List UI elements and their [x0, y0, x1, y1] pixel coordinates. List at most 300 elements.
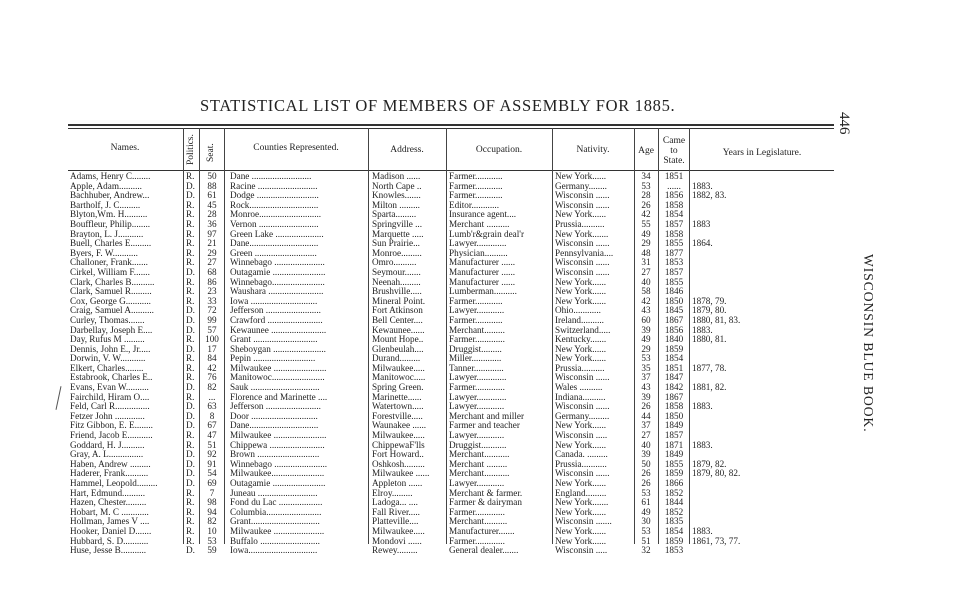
member-politics: R.: [186, 210, 195, 220]
member-came-to-state: 1853: [664, 546, 684, 556]
member-came-to-state: 1850: [664, 296, 684, 306]
member-occupation: Lawyer............: [449, 479, 505, 488]
member-politics: R.: [186, 363, 195, 373]
table-row: [0, 441, 953, 451]
member-county: Grant ............................: [230, 335, 318, 345]
member-address: Glenbeulah....: [372, 344, 424, 354]
member-name: Curley, Thomas.......: [70, 315, 145, 325]
member-seat: 67: [207, 421, 217, 431]
member-seat: 63: [207, 402, 217, 412]
member-politics: R.: [186, 431, 195, 441]
member-age: 53: [641, 526, 651, 536]
member-nativity: Prussia..........: [555, 363, 605, 373]
member-years-in-legislature: 1879, 80.: [692, 306, 727, 316]
member-occupation: Druggist...........: [449, 440, 507, 450]
member-occupation: Insurance agent....: [449, 210, 517, 220]
member-nativity: Wisconsin ......: [555, 258, 610, 268]
member-name: Dennis, John E., Jr.....: [70, 344, 151, 354]
member-came-to-state: 1859: [664, 469, 684, 479]
member-seat: 91: [207, 459, 217, 469]
member-nativity: New York......: [555, 172, 607, 181]
member-county: Crawford ........................: [230, 315, 323, 325]
header-years: Years in Legislature.: [722, 148, 802, 158]
member-age: 43: [641, 306, 651, 316]
table-row: [0, 316, 953, 326]
member-name: Hart, Edmund..........: [70, 488, 146, 498]
table-row: [0, 249, 953, 259]
member-came-to-state: 1835: [664, 517, 684, 527]
member-age: 42: [641, 210, 651, 220]
member-years-in-legislature: 1879, 80, 82.: [692, 469, 741, 479]
member-nativity: Wisconsin .......: [555, 517, 612, 527]
member-county: Door .............................: [230, 411, 318, 421]
member-came-to-state: 1858: [664, 200, 684, 210]
member-county: Brown ...........................: [230, 450, 320, 460]
member-nativity: Wisconsin ......: [555, 191, 610, 201]
member-nativity: Switzerland.....: [555, 325, 611, 335]
member-politics: D.: [186, 325, 195, 335]
running-title: WISCONSIN BLUE BOOK.: [861, 254, 876, 433]
member-county: Milwaukee .......................: [230, 431, 327, 441]
member-address: Marinette......: [372, 392, 422, 402]
member-occupation: Lawyer............: [449, 431, 505, 441]
member-came-to-state: 1857: [664, 267, 684, 277]
member-address: Fort Howard..: [372, 450, 424, 460]
member-address: Fall River.....: [372, 507, 420, 517]
member-address: North Cape ..: [372, 181, 422, 191]
member-seat: 59: [207, 546, 217, 556]
member-name: Hazen, Chester.........: [70, 498, 147, 508]
member-came-to-state: 1855: [664, 277, 684, 287]
member-county: Winnebago .......................: [230, 459, 328, 469]
member-nativity: New York......: [555, 296, 607, 306]
table-row: [0, 450, 953, 460]
page-number: 446: [836, 112, 852, 135]
table-row: [0, 364, 953, 374]
member-came-to-state: 1857: [664, 431, 684, 441]
member-occupation: Farmer............: [449, 191, 503, 201]
table-row: [0, 220, 953, 230]
header-seat: Seat.: [206, 143, 216, 162]
member-nativity: New York......: [555, 536, 607, 546]
member-politics: R.: [186, 239, 195, 249]
member-address: Milwaukee.....: [372, 363, 425, 373]
member-age: 27: [641, 267, 651, 277]
member-county: Fond du Lac ...................: [230, 498, 323, 508]
member-name: Fairchild, Hiram O....: [70, 392, 150, 402]
member-county: Outagamie .......................: [230, 479, 326, 488]
member-occupation: Tanner.............: [449, 363, 504, 373]
member-age: 58: [641, 287, 651, 297]
member-name: Haben, Andrew .........: [70, 459, 151, 469]
member-age: 55: [641, 219, 651, 229]
member-came-to-state: 1846: [664, 287, 684, 297]
table-row: [0, 182, 953, 192]
member-age: 37: [641, 421, 651, 431]
member-name: Clark, Samuel R.........: [70, 287, 152, 297]
member-occupation: Merchant...........: [449, 469, 510, 479]
member-years-in-legislature: 1880, 81.: [692, 335, 727, 345]
member-occupation: Manufacturer ......: [449, 277, 516, 287]
member-occupation: Farmer............: [449, 172, 503, 181]
member-name: Fetzer John .............: [70, 411, 145, 421]
member-politics: R.: [186, 258, 195, 268]
member-name: Bouffleur, Philip........: [70, 219, 151, 229]
member-nativity: New York......: [555, 507, 607, 517]
member-rows: [0, 172, 953, 556]
table-row: [0, 383, 953, 393]
member-seat: 57: [207, 325, 217, 335]
member-years-in-legislature: 1883.: [692, 325, 713, 335]
member-occupation: Merchant.........: [449, 325, 505, 335]
member-politics: D.: [186, 546, 195, 556]
member-address: Ladoga... ....: [372, 498, 418, 508]
table-row: [0, 354, 953, 364]
member-address: Spring Green.: [372, 383, 424, 393]
member-came-to-state: 1858: [664, 229, 684, 239]
member-age: 30: [641, 517, 651, 527]
member-came-to-state: 1849: [664, 421, 684, 431]
member-seat: 72: [207, 306, 217, 316]
member-came-to-state: 1849: [664, 450, 684, 460]
table-row: [0, 335, 953, 345]
member-address: Kewaunee......: [372, 325, 425, 335]
member-age: 32: [641, 546, 651, 556]
member-seat: 28: [207, 210, 217, 220]
member-politics: R.: [186, 488, 195, 498]
member-address: Appleton ......: [372, 479, 423, 488]
member-address: Springville ...: [372, 219, 423, 229]
member-politics: R.: [186, 229, 195, 239]
member-address: Milwaukee.....: [372, 526, 425, 536]
member-age: 34: [641, 172, 651, 181]
member-county: Florence and Marinette ....: [230, 392, 328, 402]
member-seat: 33: [207, 296, 217, 306]
member-politics: D.: [186, 306, 195, 316]
member-county: Sheboygan .......................: [230, 344, 326, 354]
member-politics: R.: [186, 526, 195, 536]
member-seat: 47: [207, 431, 217, 441]
member-politics: R.: [186, 517, 195, 527]
member-name: Feld, Carl R...............: [70, 402, 150, 412]
member-politics: R.: [186, 373, 195, 383]
member-name: Apple, Adam..........: [70, 181, 142, 191]
member-years-in-legislature: 1883.: [692, 181, 713, 191]
table-row: [0, 287, 953, 297]
member-years-in-legislature: 1883.: [692, 526, 713, 536]
member-age: 60: [641, 315, 651, 325]
member-county: Columbia........................: [230, 507, 322, 517]
member-address: Brushville.....: [372, 287, 422, 297]
table-row: [0, 345, 953, 355]
member-nativity: Wisconsin ......: [555, 239, 610, 249]
member-age: 40: [641, 440, 651, 450]
member-nativity: New York......: [555, 479, 607, 488]
member-county: Kewaunee ........................: [230, 325, 327, 335]
header-names: Names.: [110, 143, 140, 153]
member-politics: D.: [186, 383, 195, 393]
member-age: 26: [641, 469, 651, 479]
member-occupation: Lumberman..........: [449, 287, 517, 297]
member-address: Oshkosh.........: [372, 459, 425, 469]
member-seat: 50: [207, 172, 217, 181]
member-age: 26: [641, 200, 651, 210]
table-row: [0, 258, 953, 268]
table-row: [0, 479, 953, 489]
member-name: Clark, Charles B..........: [70, 277, 155, 287]
member-age: 51: [641, 536, 651, 546]
member-nativity: Wisconsin ......: [555, 373, 610, 383]
member-seat: 98: [207, 498, 217, 508]
member-came-to-state: 1867: [664, 392, 684, 402]
member-county: Milwaukee ......................: [230, 526, 325, 536]
table-row: [0, 297, 953, 307]
table-row: [0, 172, 953, 182]
header-nativity: Nativity.: [576, 145, 610, 155]
member-seat: 97: [207, 229, 217, 239]
member-nativity: New York......: [555, 344, 607, 354]
member-name: Cirkel, William F.......: [70, 267, 150, 277]
member-age: 29: [641, 344, 651, 354]
member-name: Haderer, Frank..........: [70, 469, 149, 479]
member-seat: 94: [207, 507, 217, 517]
member-address: Elroy.........: [372, 488, 413, 498]
member-county: Green ...........................: [230, 248, 317, 258]
member-came-to-state: 1859: [664, 536, 684, 546]
member-age: 39: [641, 392, 651, 402]
member-came-to-state: 1842: [664, 383, 684, 393]
member-name: Friend, Jacob E...........: [70, 431, 153, 441]
member-seat: 51: [207, 440, 217, 450]
member-age: 31: [641, 258, 651, 268]
member-name: Estabrook, Charles E..: [70, 373, 153, 383]
member-came-to-state: 1853: [664, 258, 684, 268]
member-politics: R.: [186, 440, 195, 450]
table-row: [0, 191, 953, 201]
member-came-to-state: 1866: [664, 479, 684, 488]
member-age: 49: [641, 335, 651, 345]
member-politics: R.: [186, 335, 195, 345]
member-came-to-state: 1845: [664, 306, 684, 316]
member-name: Craig, Samuel A..........: [70, 306, 154, 316]
member-years-in-legislature: 1882, 83.: [692, 191, 727, 201]
member-seat: 45: [207, 200, 217, 210]
member-age: 29: [641, 239, 651, 249]
member-seat: 69: [207, 479, 217, 488]
member-county: Pepin ...........................: [230, 354, 316, 364]
member-seat: 61: [207, 191, 217, 201]
member-politics: R.: [186, 392, 195, 402]
member-came-to-state: 1857: [664, 219, 684, 229]
member-address: Durand.........: [372, 354, 421, 364]
member-politics: R.: [186, 498, 195, 508]
member-name: Challoner, Frank.......: [70, 258, 148, 268]
member-age: 27: [641, 431, 651, 441]
member-address: Milton .........: [372, 200, 420, 210]
member-nativity: Wisconsin ......: [555, 267, 610, 277]
member-seat: 53: [207, 536, 217, 546]
member-politics: R.: [186, 172, 195, 181]
member-age: 40: [641, 277, 651, 287]
member-came-to-state: 1877: [664, 248, 684, 258]
member-nativity: Kentucky.......: [555, 335, 607, 345]
member-address: Rewey.........: [372, 546, 418, 556]
member-address: Omro..........: [372, 258, 417, 268]
table-row: [0, 527, 953, 537]
member-came-to-state: 1856: [664, 191, 684, 201]
member-name: Bartholf, J. C.........: [70, 200, 141, 210]
member-politics: D.: [186, 411, 195, 421]
member-county: Dane..............................: [230, 239, 319, 249]
member-name: Brayton, L. J...........: [70, 229, 144, 239]
member-name: Fitz Gibbon, E. E........: [70, 421, 153, 431]
table-row: [0, 508, 953, 518]
table-row: [0, 230, 953, 240]
member-occupation: Merchant...........: [449, 450, 510, 460]
header-came-line2: to: [670, 146, 678, 156]
header-came-line3: State.: [663, 156, 685, 166]
member-seat: 86: [207, 277, 217, 287]
member-name: Cox, George G...........: [70, 296, 151, 306]
member-address: Sun Prairie...: [372, 239, 420, 249]
member-seat: 82: [207, 517, 217, 527]
header-counties: Counties Represented.: [253, 143, 339, 153]
member-occupation: Farmer.............: [449, 507, 505, 517]
member-occupation: Manufacturer ......: [449, 258, 516, 268]
member-years-in-legislature: 1877, 78.: [692, 363, 727, 373]
table-row: [0, 306, 953, 316]
member-seat: 68: [207, 267, 217, 277]
member-seat: 8: [209, 411, 215, 421]
member-nativity: New York......: [555, 440, 607, 450]
member-politics: D.: [186, 267, 195, 277]
member-age: 53: [641, 181, 651, 191]
table-row: [0, 201, 953, 211]
member-occupation: Manufacturer.......: [449, 526, 515, 536]
member-address: Neenah.........: [372, 277, 421, 287]
member-county: Juneau ..........................: [230, 488, 318, 498]
member-name: Dorwin, V. W...........: [70, 354, 146, 364]
member-name: Day, Rufus M .........: [70, 335, 145, 345]
member-nativity: New York......: [555, 421, 607, 431]
member-name: Blyton,Wm. H..........: [70, 210, 148, 220]
member-nativity: Germany........: [555, 181, 607, 191]
member-age: 61: [641, 498, 651, 508]
member-name: Byers, F. W...........: [70, 248, 138, 258]
table-row: [0, 460, 953, 470]
member-county: Winnebago ......................: [230, 258, 325, 268]
member-age: 42: [641, 296, 651, 306]
member-age: 26: [641, 479, 651, 488]
header-came: [659, 136, 689, 166]
member-nativity: New York......: [555, 354, 607, 364]
member-address: Bell Center....: [372, 315, 423, 325]
member-came-to-state: 1840: [664, 335, 684, 345]
member-address: Platteville....: [372, 517, 419, 527]
member-years-in-legislature: 1878, 79.: [692, 296, 727, 306]
member-nativity: Indiana..........: [555, 392, 606, 402]
member-occupation: Lawyer.............: [449, 239, 507, 249]
table-row: [0, 489, 953, 499]
member-politics: R.: [186, 287, 195, 297]
member-occupation: Lawyer............: [449, 306, 505, 316]
member-came-to-state: 1859: [664, 344, 684, 354]
member-occupation: Farmer............: [449, 296, 503, 306]
member-occupation: Farmer and teacher: [449, 421, 520, 431]
table-row: [0, 239, 953, 249]
member-occupation: Farmer............: [449, 181, 503, 191]
member-address: Watertown.....: [372, 402, 424, 412]
member-county: Jefferson ........................: [230, 402, 321, 412]
member-age: 39: [641, 325, 651, 335]
member-occupation: Physician..........: [449, 248, 508, 258]
member-came-to-state: 1855: [664, 239, 684, 249]
member-seat: 84: [207, 354, 217, 364]
member-seat: 21: [207, 239, 217, 249]
table-row: [0, 421, 953, 431]
member-came-to-state: 1851: [664, 172, 684, 181]
header-came-line1: Came: [662, 136, 686, 146]
member-name: Hooker, Daniel D.......: [70, 526, 152, 536]
member-occupation: Lawyer............: [449, 402, 505, 412]
member-occupation: Editor............: [449, 200, 500, 210]
member-name: Bachhuber, Andrew...: [70, 191, 150, 201]
member-age: 39: [641, 450, 651, 460]
member-nativity: Wisconsin .....: [555, 431, 608, 441]
member-age: 49: [641, 229, 651, 239]
member-county: Grant..............................: [230, 517, 320, 527]
table-row: [0, 546, 953, 556]
member-came-to-state: 1847: [664, 373, 684, 383]
member-county: Green Lake .....................: [230, 229, 324, 239]
member-politics: D.: [186, 469, 195, 479]
member-county: Dodge ...........................: [230, 191, 319, 201]
member-occupation: Merchant and miller: [449, 411, 525, 421]
header-age: Age: [638, 146, 654, 156]
member-nativity: Wisconsin ......: [555, 469, 610, 479]
member-seat: 54: [207, 469, 217, 479]
member-politics: R.: [186, 200, 195, 210]
member-came-to-state: 1854: [664, 210, 684, 220]
member-seat: 36: [207, 219, 217, 229]
member-seat: 82: [207, 383, 217, 393]
header-politics: Politics.: [186, 134, 196, 165]
member-county: Iowa .............................: [230, 296, 318, 306]
member-came-to-state: 1844: [664, 498, 684, 508]
table-row: [0, 517, 953, 527]
member-came-to-state: 1858: [664, 402, 684, 412]
member-years-in-legislature: 1861, 73, 77.: [692, 536, 741, 546]
member-county: Vernon ..........................: [230, 219, 319, 229]
member-county: Buffalo ..........................: [230, 536, 320, 546]
member-seat: 7: [209, 488, 215, 498]
member-name: Evans, Evan W..........: [70, 383, 149, 393]
member-age: 28: [641, 191, 651, 201]
member-name: Adams, Henry C........: [70, 172, 151, 181]
member-address: Madison ......: [372, 172, 421, 181]
member-name: Hollman, James V ....: [70, 517, 150, 527]
member-nativity: New York.......: [555, 229, 609, 239]
member-years-in-legislature: 1883.: [692, 440, 713, 450]
member-came-to-state: 1871: [664, 440, 684, 450]
header-occupation: Occupation.: [475, 145, 523, 155]
member-years-in-legislature: 1883: [692, 219, 711, 229]
member-county: Chippewa ........................: [230, 440, 325, 450]
member-age: 53: [641, 488, 651, 498]
member-seat: 17: [207, 344, 217, 354]
member-occupation: Merchant .........: [449, 459, 508, 469]
member-address: Monroe.........: [372, 248, 422, 258]
